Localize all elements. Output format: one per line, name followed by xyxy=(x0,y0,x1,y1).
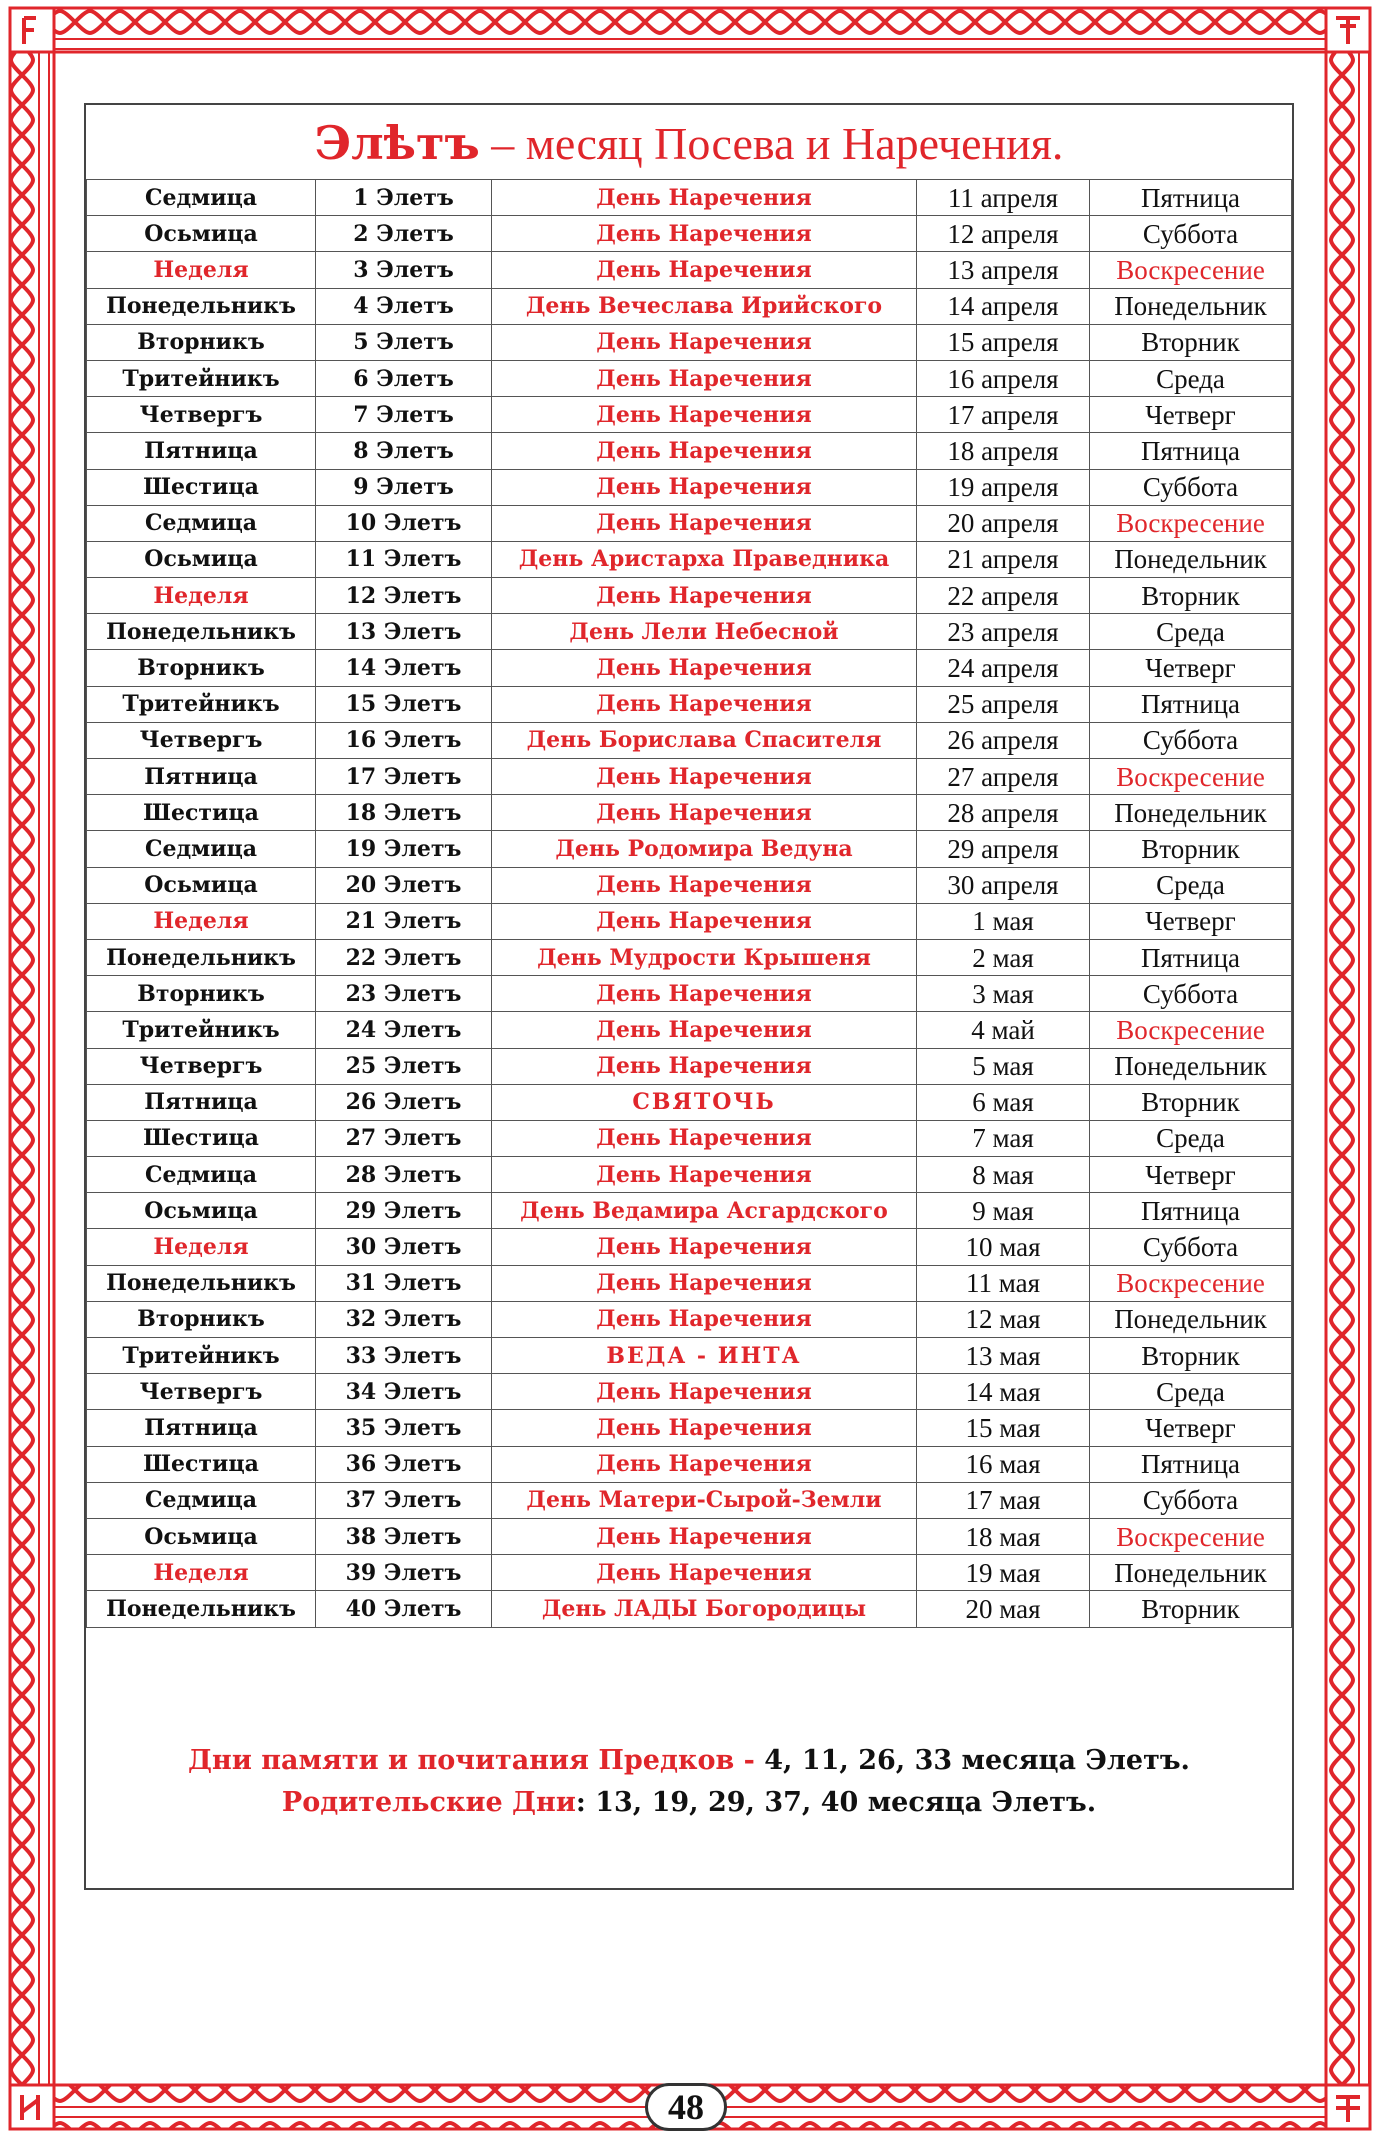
date-cell: 5 Элетъ xyxy=(316,324,492,360)
gregorian-date-cell: 8 мая xyxy=(917,1157,1090,1193)
holiday-cell: День Наречения xyxy=(492,903,917,939)
table-row xyxy=(87,1374,1292,1410)
gregorian-date-cell: 11 апреля xyxy=(917,180,1090,216)
footer-notes xyxy=(86,1740,1292,1824)
weekday-cell: Вторникъ xyxy=(87,324,316,360)
parents-days-line xyxy=(86,1782,1292,1824)
holiday-cell: День Наречения xyxy=(492,759,917,795)
gregorian-weekday-cell: Среда xyxy=(1090,1120,1292,1156)
gregorian-weekday-cell: Воскресение xyxy=(1090,252,1292,288)
holiday-cell: День Наречения xyxy=(492,505,917,541)
gregorian-weekday-cell: Вторник xyxy=(1090,578,1292,614)
weekday-cell: Пятница xyxy=(87,759,316,795)
corner-ornament-icon xyxy=(1326,8,1370,52)
gregorian-weekday-cell: Среда xyxy=(1090,1374,1292,1410)
table-row xyxy=(87,324,1292,360)
corner-ornament-icon xyxy=(1326,2085,1370,2129)
holiday-cell: День Наречения xyxy=(492,1374,917,1410)
date-cell: 10 Элетъ xyxy=(316,505,492,541)
table-row xyxy=(87,1193,1292,1229)
table-row xyxy=(87,397,1292,433)
date-cell: 38 Элетъ xyxy=(316,1518,492,1554)
holiday-cell: День Наречения xyxy=(492,1265,917,1301)
gregorian-weekday-cell: Среда xyxy=(1090,867,1292,903)
date-cell: 15 Элетъ xyxy=(316,686,492,722)
holiday-cell: День Наречения xyxy=(492,180,917,216)
holiday-cell: День Наречения xyxy=(492,1410,917,1446)
parents-days-value: 13, 19, 29, 37, 40 месяца Элетъ. xyxy=(595,1787,1097,1818)
holiday-cell: День Родомира Ведуна xyxy=(492,831,917,867)
weekday-cell: Понедельникъ xyxy=(87,1591,316,1627)
gregorian-weekday-cell: Понедельник xyxy=(1090,1555,1292,1591)
gregorian-weekday-cell: Воскресение xyxy=(1090,1518,1292,1554)
gregorian-weekday-cell: Пятница xyxy=(1090,939,1292,975)
date-cell: 16 Элетъ xyxy=(316,722,492,758)
gregorian-weekday-cell: Воскресение xyxy=(1090,505,1292,541)
weekday-cell: Тритейникъ xyxy=(87,686,316,722)
gregorian-weekday-cell: Четверг xyxy=(1090,397,1292,433)
weekday-cell: Тритейникъ xyxy=(87,1012,316,1048)
table-row xyxy=(87,1482,1292,1518)
weekday-cell: Понедельникъ xyxy=(87,1265,316,1301)
holiday-cell: День Наречения xyxy=(492,650,917,686)
table-row xyxy=(87,1591,1292,1627)
gregorian-weekday-cell: Воскресение xyxy=(1090,1012,1292,1048)
table-row xyxy=(87,759,1292,795)
gregorian-weekday-cell: Суббота xyxy=(1090,216,1292,252)
holiday-cell: День Вечеслава Ирийского xyxy=(492,288,917,324)
date-cell: 6 Элетъ xyxy=(316,360,492,396)
holiday-cell: День Наречения xyxy=(492,686,917,722)
title-description: месяц Посева и Наречения. xyxy=(525,118,1064,169)
gregorian-weekday-cell: Пятница xyxy=(1090,686,1292,722)
table-row xyxy=(87,1048,1292,1084)
title-dash: – xyxy=(479,118,526,169)
weekday-cell: Неделя xyxy=(87,903,316,939)
weekday-cell: Шестица xyxy=(87,1446,316,1482)
gregorian-weekday-cell: Понедельник xyxy=(1090,288,1292,324)
gregorian-weekday-cell: Суббота xyxy=(1090,1229,1292,1265)
holiday-cell: День Наречения xyxy=(492,1555,917,1591)
holiday-cell: День Наречения xyxy=(492,1518,917,1554)
ancestors-days-separator: - xyxy=(734,1745,765,1776)
gregorian-weekday-cell: Четверг xyxy=(1090,650,1292,686)
weekday-cell: Шестица xyxy=(87,795,316,831)
gregorian-weekday-cell: Понедельник xyxy=(1090,1301,1292,1337)
table-row xyxy=(87,433,1292,469)
weekday-cell: Вторникъ xyxy=(87,650,316,686)
table-row xyxy=(87,541,1292,577)
gregorian-weekday-cell: Пятница xyxy=(1090,433,1292,469)
gregorian-weekday-cell: Понедельник xyxy=(1090,795,1292,831)
table-row xyxy=(87,831,1292,867)
table-row xyxy=(87,1120,1292,1156)
gregorian-weekday-cell: Вторник xyxy=(1090,1338,1292,1374)
holiday-cell: День Наречения xyxy=(492,360,917,396)
table-row xyxy=(87,578,1292,614)
date-cell: 20 Элетъ xyxy=(316,867,492,903)
gregorian-weekday-cell: Среда xyxy=(1090,360,1292,396)
weekday-cell: Осьмица xyxy=(87,216,316,252)
weekday-cell: Понедельникъ xyxy=(87,939,316,975)
gregorian-weekday-cell: Суббота xyxy=(1090,469,1292,505)
weekday-cell: Пятница xyxy=(87,1084,316,1120)
gregorian-date-cell: 21 апреля xyxy=(917,541,1090,577)
gregorian-date-cell: 3 мая xyxy=(917,976,1090,1012)
gregorian-date-cell: 20 мая xyxy=(917,1591,1090,1627)
holiday-cell: День Наречения xyxy=(492,578,917,614)
gregorian-weekday-cell: Воскресение xyxy=(1090,1265,1292,1301)
holiday-cell: День Наречения xyxy=(492,397,917,433)
gregorian-date-cell: 14 апреля xyxy=(917,288,1090,324)
gregorian-weekday-cell: Четверг xyxy=(1090,1410,1292,1446)
holiday-cell: День Наречения xyxy=(492,324,917,360)
weekday-cell: Тритейникъ xyxy=(87,1338,316,1374)
holiday-cell: День Наречения xyxy=(492,795,917,831)
table-row xyxy=(87,1410,1292,1446)
table-row xyxy=(87,1012,1292,1048)
gregorian-date-cell: 19 апреля xyxy=(917,469,1090,505)
table-row xyxy=(87,1265,1292,1301)
holiday-cell: День Лели Небесной xyxy=(492,614,917,650)
holiday-cell: День Наречения xyxy=(492,433,917,469)
holiday-cell: День Матери-Сырой-Земли xyxy=(492,1482,917,1518)
weekday-cell: Пятница xyxy=(87,1410,316,1446)
date-cell: 28 Элетъ xyxy=(316,1157,492,1193)
date-cell: 24 Элетъ xyxy=(316,1012,492,1048)
gregorian-date-cell: 14 мая xyxy=(917,1374,1090,1410)
ancestors-days-line xyxy=(86,1740,1292,1782)
gregorian-weekday-cell: Вторник xyxy=(1090,324,1292,360)
table-row xyxy=(87,1084,1292,1120)
gregorian-date-cell: 26 апреля xyxy=(917,722,1090,758)
gregorian-date-cell: 12 апреля xyxy=(917,216,1090,252)
gregorian-weekday-cell: Суббота xyxy=(1090,722,1292,758)
table-row xyxy=(87,722,1292,758)
table-row xyxy=(87,469,1292,505)
weekday-cell: Понедельникъ xyxy=(87,614,316,650)
gregorian-weekday-cell: Пятница xyxy=(1090,1193,1292,1229)
date-cell: 33 Элетъ xyxy=(316,1338,492,1374)
date-cell: 13 Элетъ xyxy=(316,614,492,650)
holiday-cell: День Наречения xyxy=(492,1048,917,1084)
weekday-cell: Неделя xyxy=(87,578,316,614)
holiday-cell: День Наречения xyxy=(492,1446,917,1482)
date-cell: 35 Элетъ xyxy=(316,1410,492,1446)
gregorian-date-cell: 24 апреля xyxy=(917,650,1090,686)
date-cell: 23 Элетъ xyxy=(316,976,492,1012)
month-name: Элѣтъ xyxy=(314,116,480,170)
weekday-cell: Четвергъ xyxy=(87,722,316,758)
table-row xyxy=(87,867,1292,903)
table-row xyxy=(87,1157,1292,1193)
ancestors-days-value: 4, 11, 26, 33 месяца Элетъ. xyxy=(764,1745,1190,1776)
gregorian-weekday-cell: Вторник xyxy=(1090,1084,1292,1120)
table-row xyxy=(87,1229,1292,1265)
holiday-cell: ВЕДА - ИНТА xyxy=(492,1338,917,1374)
weekday-cell: Седмица xyxy=(87,831,316,867)
table-row xyxy=(87,1446,1292,1482)
calendar-table-body xyxy=(87,180,1292,1628)
table-row xyxy=(87,795,1292,831)
holiday-cell: День Наречения xyxy=(492,867,917,903)
date-cell: 32 Элетъ xyxy=(316,1301,492,1337)
gregorian-date-cell: 9 мая xyxy=(917,1193,1090,1229)
date-cell: 12 Элетъ xyxy=(316,578,492,614)
date-cell: 1 Элетъ xyxy=(316,180,492,216)
table-row xyxy=(87,650,1292,686)
date-cell: 25 Элетъ xyxy=(316,1048,492,1084)
holiday-cell: День Наречения xyxy=(492,1301,917,1337)
page-title xyxy=(86,113,1292,174)
weekday-cell: Понедельникъ xyxy=(87,288,316,324)
date-cell: 31 Элетъ xyxy=(316,1265,492,1301)
gregorian-date-cell: 5 мая xyxy=(917,1048,1090,1084)
holiday-cell: День ЛАДЫ Богородицы xyxy=(492,1591,917,1627)
gregorian-date-cell: 13 апреля xyxy=(917,252,1090,288)
table-row xyxy=(87,614,1292,650)
gregorian-date-cell: 27 апреля xyxy=(917,759,1090,795)
gregorian-date-cell: 30 апреля xyxy=(917,867,1090,903)
weekday-cell: Тритейникъ xyxy=(87,360,316,396)
table-row xyxy=(87,1338,1292,1374)
table-row xyxy=(87,1518,1292,1554)
date-cell: 34 Элетъ xyxy=(316,1374,492,1410)
gregorian-date-cell: 6 мая xyxy=(917,1084,1090,1120)
date-cell: 9 Элетъ xyxy=(316,469,492,505)
weekday-cell: Неделя xyxy=(87,1555,316,1591)
gregorian-date-cell: 2 мая xyxy=(917,939,1090,975)
gregorian-weekday-cell: Понедельник xyxy=(1090,1048,1292,1084)
table-row xyxy=(87,686,1292,722)
table-row xyxy=(87,360,1292,396)
holiday-cell: СВЯТОЧЬ xyxy=(492,1084,917,1120)
date-cell: 36 Элетъ xyxy=(316,1446,492,1482)
gregorian-date-cell: 19 мая xyxy=(917,1555,1090,1591)
date-cell: 8 Элетъ xyxy=(316,433,492,469)
date-cell: 27 Элетъ xyxy=(316,1120,492,1156)
table-row xyxy=(87,976,1292,1012)
weekday-cell: Седмица xyxy=(87,1157,316,1193)
date-cell: 19 Элетъ xyxy=(316,831,492,867)
weekday-cell: Осьмица xyxy=(87,1518,316,1554)
gregorian-date-cell: 11 мая xyxy=(917,1265,1090,1301)
date-cell: 30 Элетъ xyxy=(316,1229,492,1265)
holiday-cell: День Ведамира Асгардского xyxy=(492,1193,917,1229)
holiday-cell: День Мудрости Крышеня xyxy=(492,939,917,975)
date-cell: 26 Элетъ xyxy=(316,1084,492,1120)
holiday-cell: День Аристарха Праведника xyxy=(492,541,917,577)
date-cell: 18 Элетъ xyxy=(316,795,492,831)
gregorian-date-cell: 22 апреля xyxy=(917,578,1090,614)
weekday-cell: Осьмица xyxy=(87,1193,316,1229)
weekday-cell: Вторникъ xyxy=(87,976,316,1012)
holiday-cell: День Наречения xyxy=(492,252,917,288)
date-cell: 17 Элетъ xyxy=(316,759,492,795)
gregorian-weekday-cell: Вторник xyxy=(1090,831,1292,867)
date-cell: 29 Элетъ xyxy=(316,1193,492,1229)
date-cell: 7 Элетъ xyxy=(316,397,492,433)
table-row xyxy=(87,180,1292,216)
weekday-cell: Шестица xyxy=(87,469,316,505)
calendar-panel xyxy=(84,103,1294,1890)
gregorian-date-cell: 4 май xyxy=(917,1012,1090,1048)
weekday-cell: Четвергъ xyxy=(87,1374,316,1410)
gregorian-date-cell: 25 апреля xyxy=(917,686,1090,722)
weekday-cell: Вторникъ xyxy=(87,1301,316,1337)
gregorian-weekday-cell: Четверг xyxy=(1090,903,1292,939)
gregorian-date-cell: 17 апреля xyxy=(917,397,1090,433)
weekday-cell: Четвергъ xyxy=(87,1048,316,1084)
date-cell: 4 Элетъ xyxy=(316,288,492,324)
weekday-cell: Осьмица xyxy=(87,867,316,903)
weekday-cell: Седмица xyxy=(87,1482,316,1518)
date-cell: 39 Элетъ xyxy=(316,1555,492,1591)
weekday-cell: Четвергъ xyxy=(87,397,316,433)
holiday-cell: День Наречения xyxy=(492,216,917,252)
table-row xyxy=(87,288,1292,324)
gregorian-date-cell: 20 апреля xyxy=(917,505,1090,541)
table-row xyxy=(87,1301,1292,1337)
date-cell: 40 Элетъ xyxy=(316,1591,492,1627)
date-cell: 22 Элетъ xyxy=(316,939,492,975)
gregorian-weekday-cell: Суббота xyxy=(1090,1482,1292,1518)
gregorian-date-cell: 13 мая xyxy=(917,1338,1090,1374)
gregorian-weekday-cell: Среда xyxy=(1090,614,1292,650)
gregorian-date-cell: 18 мая xyxy=(917,1518,1090,1554)
gregorian-date-cell: 1 мая xyxy=(917,903,1090,939)
parents-days-separator: : xyxy=(575,1787,596,1818)
table-row xyxy=(87,252,1292,288)
calendar-table xyxy=(86,179,1292,1628)
holiday-cell: День Наречения xyxy=(492,976,917,1012)
date-cell: 3 Элетъ xyxy=(316,252,492,288)
gregorian-date-cell: 28 апреля xyxy=(917,795,1090,831)
holiday-cell: День Наречения xyxy=(492,1012,917,1048)
date-cell: 21 Элетъ xyxy=(316,903,492,939)
weekday-cell: Неделя xyxy=(87,252,316,288)
date-cell: 14 Элетъ xyxy=(316,650,492,686)
weekday-cell: Шестица xyxy=(87,1120,316,1156)
date-cell: 37 Элетъ xyxy=(316,1482,492,1518)
gregorian-date-cell: 15 мая xyxy=(917,1410,1090,1446)
corner-ornament-icon xyxy=(10,8,54,52)
gregorian-date-cell: 15 апреля xyxy=(917,324,1090,360)
gregorian-date-cell: 18 апреля xyxy=(917,433,1090,469)
gregorian-date-cell: 29 апреля xyxy=(917,831,1090,867)
table-row xyxy=(87,939,1292,975)
gregorian-date-cell: 17 мая xyxy=(917,1482,1090,1518)
gregorian-date-cell: 7 мая xyxy=(917,1120,1090,1156)
weekday-cell: Седмица xyxy=(87,180,316,216)
weekday-cell: Седмица xyxy=(87,505,316,541)
table-row xyxy=(87,216,1292,252)
table-row xyxy=(87,505,1292,541)
ancestors-days-label: Дни памяти и почитания Предков xyxy=(188,1745,735,1776)
date-cell: 2 Элетъ xyxy=(316,216,492,252)
holiday-cell: День Наречения xyxy=(492,1229,917,1265)
holiday-cell: День Борислава Спасителя xyxy=(492,722,917,758)
table-row xyxy=(87,903,1292,939)
gregorian-date-cell: 12 мая xyxy=(917,1301,1090,1337)
gregorian-weekday-cell: Воскресение xyxy=(1090,759,1292,795)
holiday-cell: День Наречения xyxy=(492,1120,917,1156)
gregorian-weekday-cell: Пятница xyxy=(1090,180,1292,216)
gregorian-weekday-cell: Суббота xyxy=(1090,976,1292,1012)
gregorian-date-cell: 10 мая xyxy=(917,1229,1090,1265)
gregorian-date-cell: 16 апреля xyxy=(917,360,1090,396)
holiday-cell: День Наречения xyxy=(492,469,917,505)
gregorian-date-cell: 16 мая xyxy=(917,1446,1090,1482)
gregorian-weekday-cell: Пятница xyxy=(1090,1446,1292,1482)
table-row xyxy=(87,1555,1292,1591)
corner-ornament-icon xyxy=(10,2085,54,2129)
page-number: 48 xyxy=(645,2083,727,2131)
parents-days-label: Родительские Дни xyxy=(281,1787,576,1818)
holiday-cell: День Наречения xyxy=(492,1157,917,1193)
gregorian-weekday-cell: Понедельник xyxy=(1090,541,1292,577)
weekday-cell: Неделя xyxy=(87,1229,316,1265)
weekday-cell: Осьмица xyxy=(87,541,316,577)
gregorian-weekday-cell: Четверг xyxy=(1090,1157,1292,1193)
date-cell: 11 Элетъ xyxy=(316,541,492,577)
weekday-cell: Пятница xyxy=(87,433,316,469)
gregorian-date-cell: 23 апреля xyxy=(917,614,1090,650)
gregorian-weekday-cell: Вторник xyxy=(1090,1591,1292,1627)
